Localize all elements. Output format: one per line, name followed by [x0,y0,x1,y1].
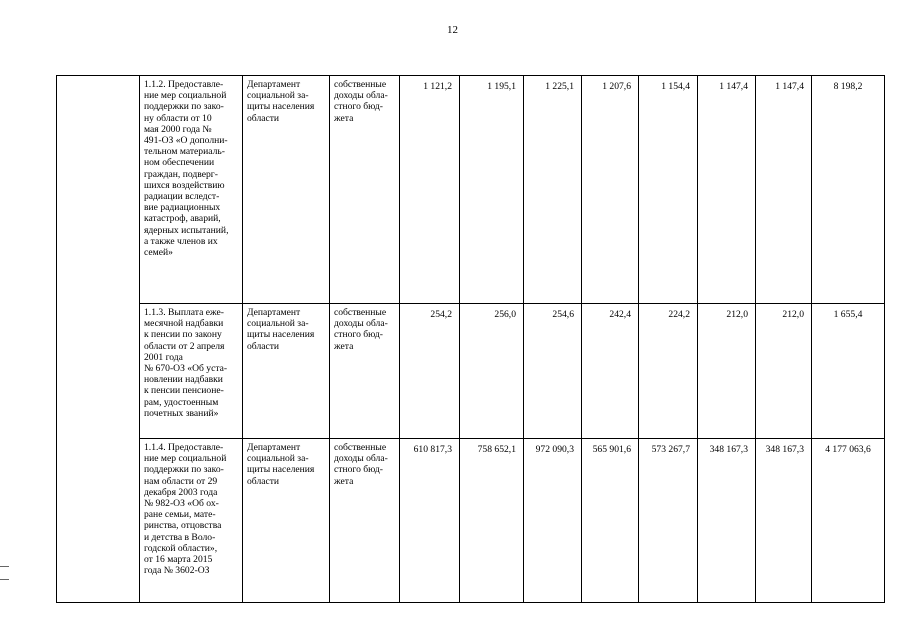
value-cell: 1 147,4 [756,76,812,304]
table-row [57,76,885,304]
page-number: 12 [447,24,458,36]
value-cell: 1 154,4 [639,76,698,304]
value-cell: 1 147,4 [698,76,756,304]
value-cell: 758 652,1 [460,439,524,603]
measure-cell: 1.1.3. Выплата еже- месячной надбавки к пенсии по закону области от 2 апреля 2001 года № 670-ОЗ «Об уста- новлении надбавки к пенсии пенсионе- рам, удостоенным почетных званий» [140,304,243,439]
value-cell: 256,0 [460,304,524,439]
value-cell: 224,2 [639,304,698,439]
total-cell: 4 177 063,6 [812,439,885,603]
value-cell: 1 121,2 [400,76,460,304]
executor-cell: Департамент социальной за- щиты населения области [243,304,330,439]
value-cell: 1 225,1 [524,76,582,304]
value-cell: 254,2 [400,304,460,439]
value-cell: 212,0 [698,304,756,439]
value-cell: 972 090,3 [524,439,582,603]
value-cell: 565 901,6 [582,439,639,603]
value-cell: 610 817,3 [400,439,460,603]
total-cell: 1 655,4 [812,304,885,439]
value-cell: 1 207,6 [582,76,639,304]
value-cell: 348 167,3 [698,439,756,603]
value-cell: 212,0 [756,304,812,439]
table-row [57,439,885,603]
value-cell: 573 267,7 [639,439,698,603]
value-cell: 242,4 [582,304,639,439]
scan-edge-mark [0,579,9,580]
value-cell: 254,6 [524,304,582,439]
value-cell: 348 167,3 [756,439,812,603]
scan-edge-mark [0,566,9,567]
source-cell: собственные доходы обла- стного бюд- жета [330,76,400,304]
source-cell: собственные доходы обла- стного бюд- жета [330,304,400,439]
program-blank-cell [57,76,140,603]
budget-table [56,75,885,603]
table-row [57,304,885,439]
value-cell: 1 195,1 [460,76,524,304]
source-cell: собственные доходы обла- стного бюд- жета [330,439,400,603]
measure-cell: 1.1.4. Предоставле- ние мер социальной поддержки по зако- нам области от 29 декабря 2003 года № 982-ОЗ «Об ох- ране семьи, мате- ринства, отцовства и детства в Воло- годской области», от 16 марта 2015 года № 3602-ОЗ [140,439,243,603]
executor-cell: Департамент социальной за- щиты населения области [243,76,330,304]
executor-cell: Департамент социальной за- щиты населения области [243,439,330,603]
measure-cell: 1.1.2. Предоставле- ние мер социальной поддержки по зако- ну области от 10 мая 2000 года № 491-ОЗ «О дополни- тельном материаль- ном обеспечении граждан, подверг- шихся воздействию радиации вследст- вие радиационных катастроф, аварий, ядерных испытаний, а также членов их семей» [140,76,243,304]
total-cell: 8 198,2 [812,76,885,304]
